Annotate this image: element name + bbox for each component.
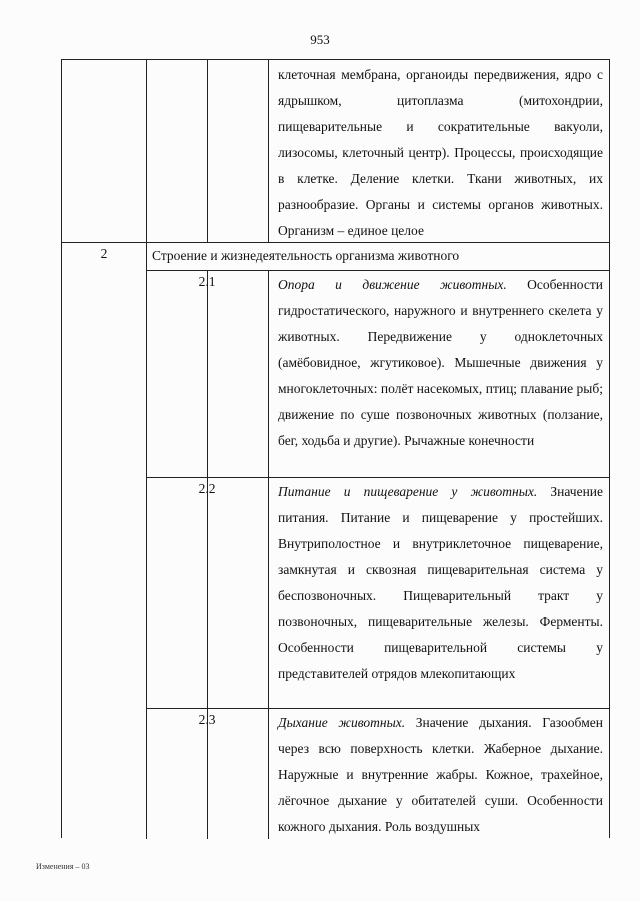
topic-text-2-2 [278,479,603,687]
column-divider-2 [207,60,208,242]
column-divider-3-lower [268,270,269,839]
topic-text-2-1 [278,272,603,454]
row-divider-section-title [146,270,609,271]
topic-number-2-3: 2.3 [198,712,216,727]
page-number: 953 [310,32,330,47]
column-divider-3 [268,60,269,242]
section-number: 2 [100,246,108,261]
continuation-text: клеточная мембрана, органоиды передвижения, ядро с ядрышком, цитоплазма (митохондрии, пищеварительные и сократительные вакуоли, лизосомы, клеточный центр). Процессы, происходящие в клетке. Деление клетки. Ткани животных, их разнообразие. Органы и системы органов животных. Организм – единое целое [278,67,603,238]
topic-number-2-1: 2.1 [198,274,216,289]
topic-body-2-1: Особенности гидростатического, наружного и внутреннего скелета у животных. Передвижение у одноклеточных (амёбовидное, жгутиковое). Мышечные движения у многоклеточных: полёт насекомых, птиц; плавание рыб; движение по суше позвоночных животных (ползание, бег, ходьба и другие). Рычажные конечности [278,277,603,448]
footer-revision: Изменения – 03 [36,862,90,871]
topic-body-2-3: Значение дыхания. Газообмен через всю поверхность клетки. Жаберное дыхание. Наружные и внутренние жабры. Кожное, трахейное, лёгочное дыхание у обитателей суши. Особенности кожного дыхания. Роль воздушных [278,715,603,834]
topic-title-2-1: Опора и движение животных. [278,277,507,292]
topic-number-2-2: 2.2 [198,481,216,496]
topic-title-2-3: Дыхание животных. [278,715,406,730]
topic-text-2-3 [278,710,603,840]
topic-body-2-2: Значение питания. Питание и пищеварение у простейших. Внутриполостное и внутриклеточное пищеварение, замкнутая и сквозная пищеварительная система у беспозвоночных. Пищеварительный тракт у позвоночных, пищеварительные железы. Ферменты. Особенности пищеварительной системы у представителей отрядов млекопитающих [278,484,604,681]
row-divider-2-3 [146,708,609,709]
curriculum-table [61,59,610,838]
column-divider-2-lower [207,270,208,839]
section-title: Строение и жизнедеятельность организма животного [152,248,460,263]
row-divider-2-2 [146,477,609,478]
topic-title-2-2: Питание и пищеварение у животных. [278,484,538,499]
